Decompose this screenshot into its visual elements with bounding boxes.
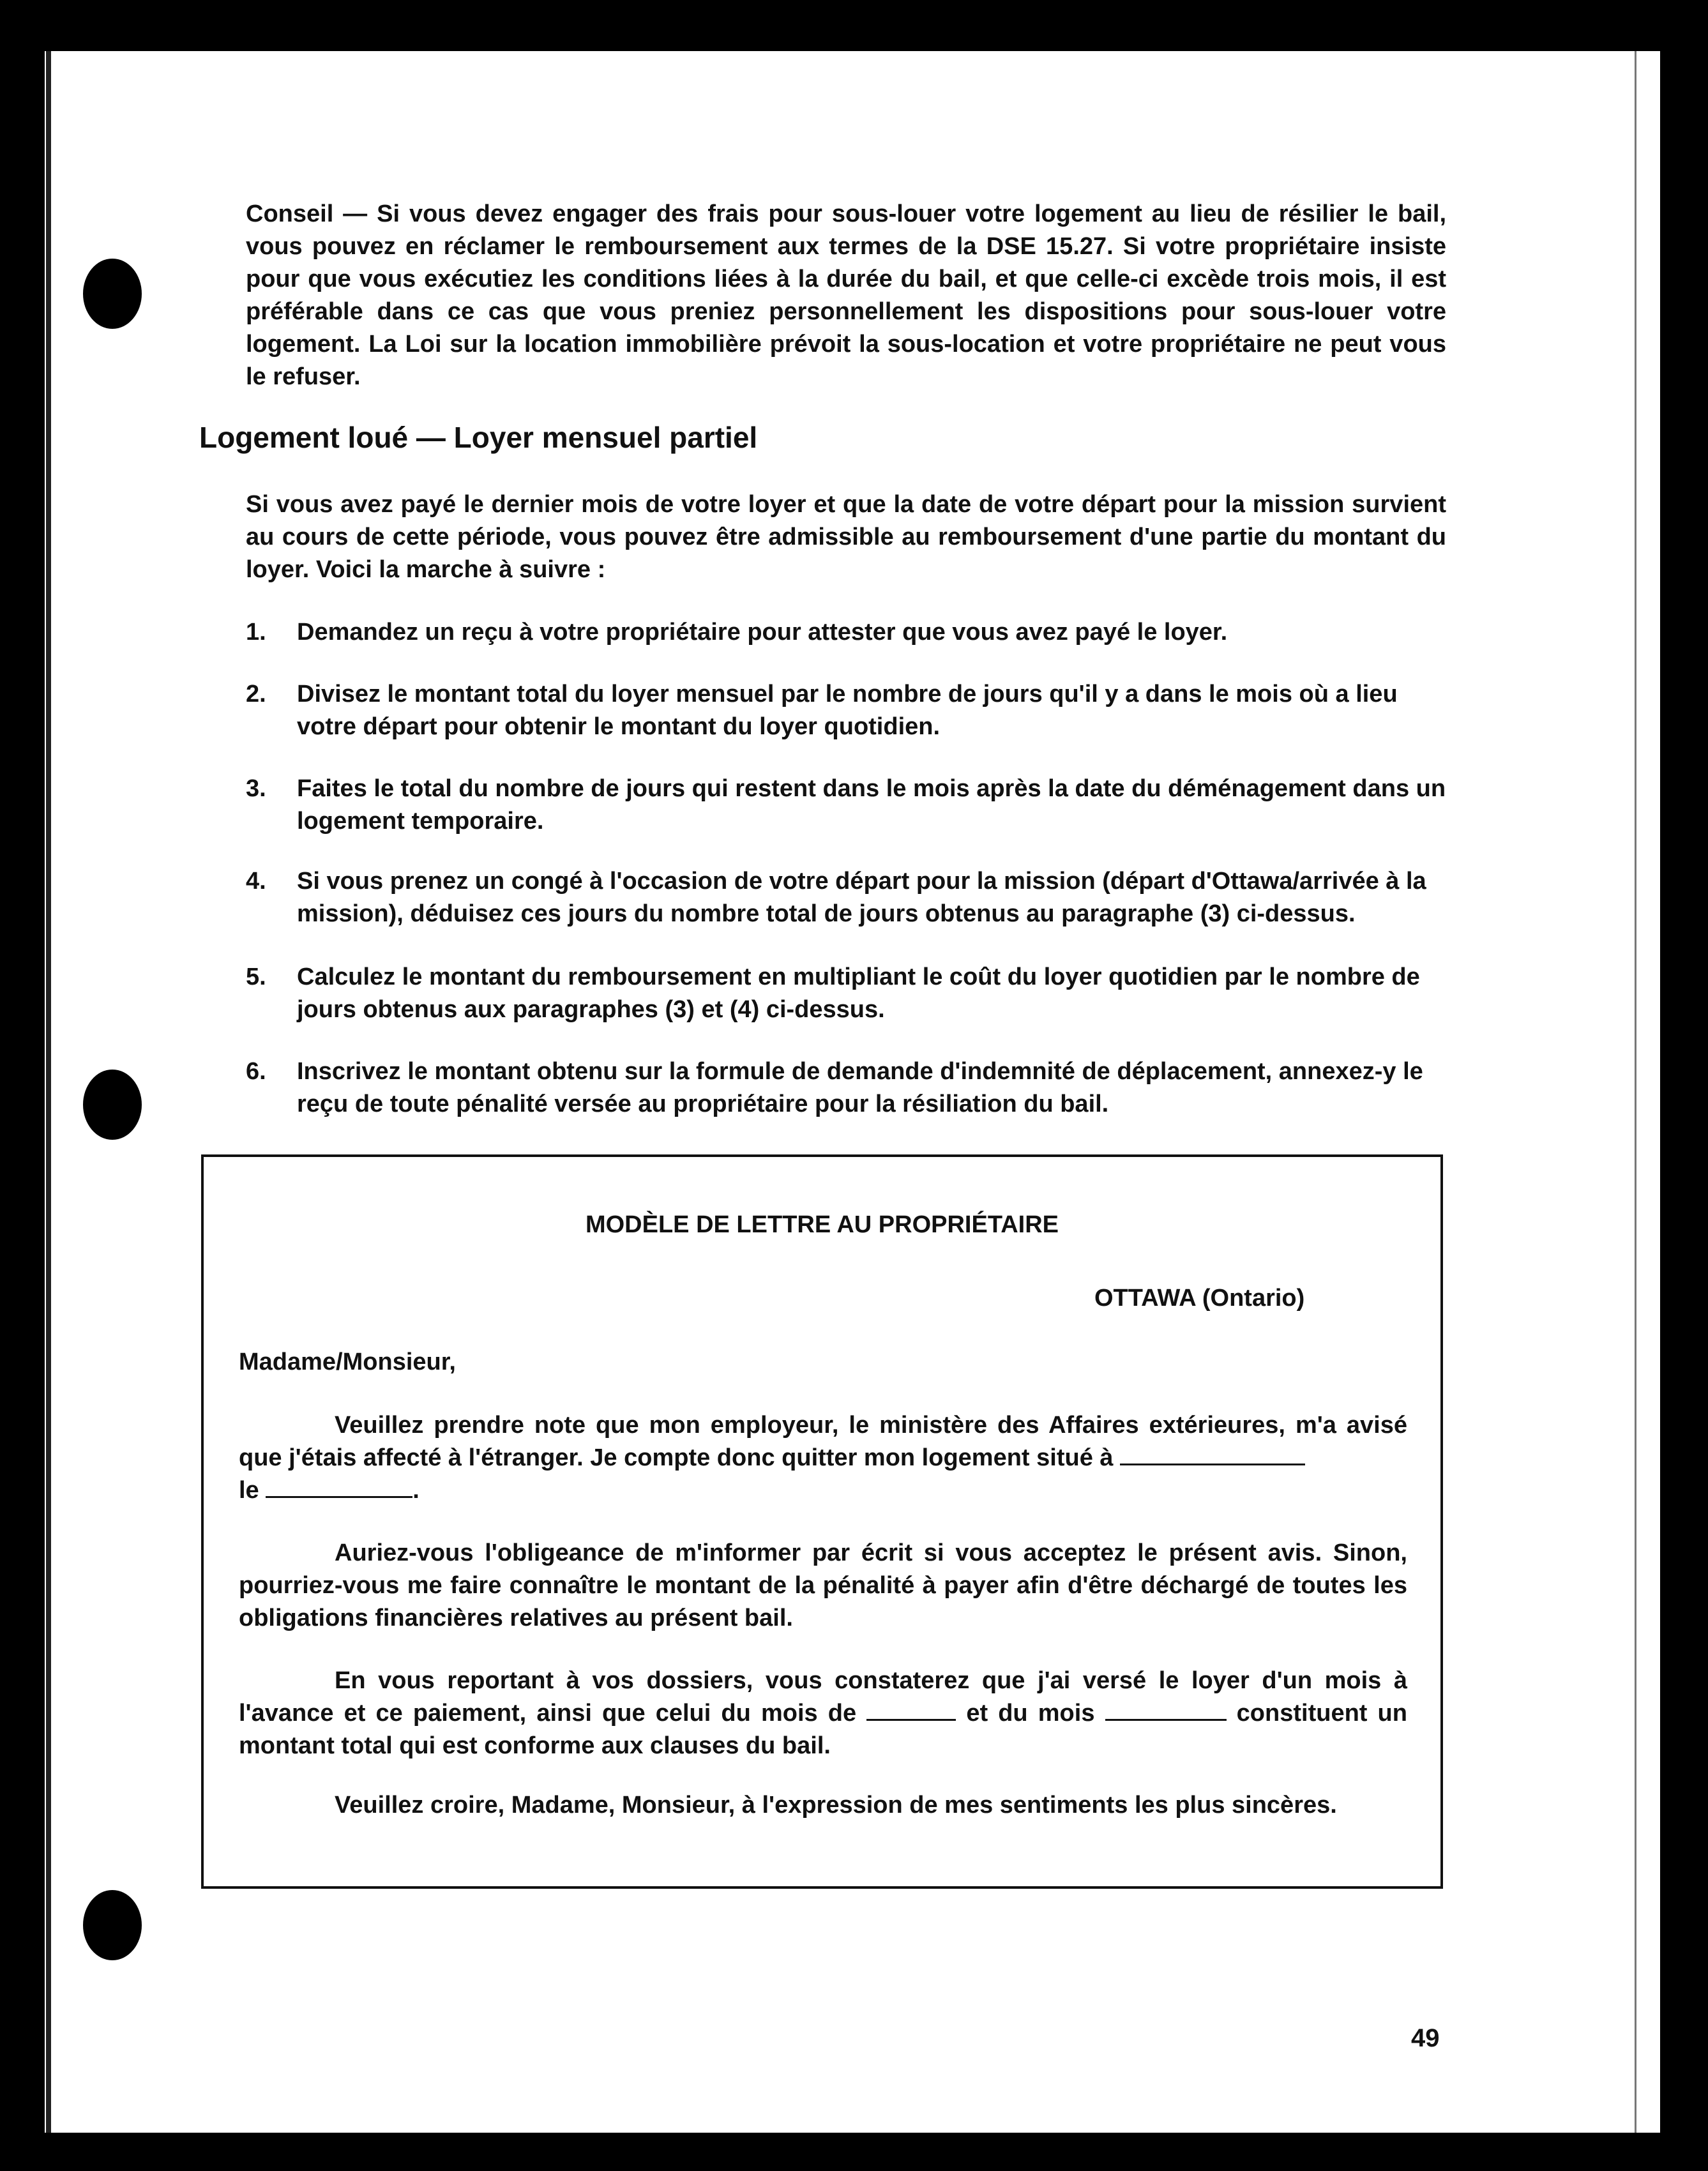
letter-title: MODÈLE DE LETTRE AU PROPRIÉTAIRE — [585, 1211, 1059, 1238]
advice-paragraph — [246, 198, 1446, 393]
letter-salutation: Madame/Monsieur, — [239, 1349, 456, 1375]
section-intro: Si vous avez payé le dernier mois de votre loyer et que la date de votre départ pour la mission survient au cours de cette période, vous pouvez être admissible au remboursement d'une partie du montant du loyer. Voici la marche à suivre : — [246, 491, 1446, 583]
letter-closing: Veuillez croire, Madame, Monsieur, à l'expression de mes sentiments les plus sincères. — [335, 1792, 1337, 1819]
blank-line — [266, 1474, 412, 1498]
list-item — [246, 678, 1446, 743]
letter-text: le — [239, 1477, 259, 1504]
sample-letter-box — [201, 1154, 1443, 1889]
step-text: Divisez le montant total du loyer mensuel par le nombre de jours qu'il y a dans le mois où a lieu votre départ pour obtenir le montant du loyer quotidien. — [297, 681, 1398, 740]
step-text: Calculez le montant du remboursement en multipliant le coût du loyer quotidien par le nombre de jours obtenus aux paragraphes (3) et (4) ci-dessus. — [297, 964, 1420, 1023]
step-number: 6. — [246, 1058, 266, 1085]
scan-border-right — [1660, 0, 1708, 2171]
step-number: 2. — [246, 681, 266, 707]
punch-hole-icon — [83, 1070, 142, 1140]
page-number: 49 — [1411, 2024, 1440, 2052]
blank-line — [866, 1697, 956, 1721]
step-number: 3. — [246, 775, 266, 802]
letter-text: En vous reportant à vos dossiers, vous constaterez que j'ai versé le loyer d'un mois à l'avance et ce paiement, ainsi que celui du mois de — [239, 1667, 1407, 1727]
step-text: Faites le total du nombre de jours qui restent dans le mois après la date du déménagement dans un logement temporaire. — [297, 775, 1446, 835]
list-item — [246, 616, 1446, 649]
letter-paragraph-2: Auriez-vous l'obligeance de m'informer par écrit si vous acceptez le présent avis. Sinon, pourriez-vous me faire connaître le montant de la pénalité à payer afin d'être déchargé de toutes les obligations financières relatives au présent bail. — [239, 1539, 1407, 1631]
list-item — [246, 1055, 1446, 1121]
blank-line — [1120, 1442, 1305, 1465]
list-item — [246, 865, 1446, 930]
scan-border-left — [0, 0, 45, 2171]
scan-border-right-inner — [1635, 51, 1636, 2133]
punch-hole-icon — [83, 259, 142, 329]
list-item — [246, 961, 1446, 1026]
step-text: Demandez un reçu à votre propriétaire pour attester que vous avez payé le loyer. — [297, 619, 1228, 646]
letter-paragraph-3 — [239, 1665, 1407, 1762]
step-number: 4. — [246, 868, 266, 895]
letter-text: Veuillez prendre note que mon employeur, le ministère des Affaires extérieures, m'a avisé que j'étais affecté à l'étranger. Je compte donc quitter mon logement situé à — [239, 1412, 1407, 1471]
step-number: 5. — [246, 964, 266, 990]
punch-hole-icon — [83, 1890, 142, 1960]
scan-border-bottom — [0, 2133, 1708, 2171]
advice-label: Conseil — — [246, 200, 368, 227]
step-number: 1. — [246, 619, 266, 646]
letter-paragraph-1 — [239, 1409, 1407, 1507]
blank-line — [1105, 1697, 1227, 1721]
advice-text: Si vous devez engager des frais pour sous-louer votre logement au lieu de résilier le bail, vous pouvez en réclamer le remboursement aux termes de la DSE 15.27. Si votre propriétaire insiste pour que vous exécutiez les conditions liées à la durée du bail, et que celle-ci excède trois mois, il est préférable dans ce cas que vous preniez personnellement les dispositions pour sous-louer votre logement. La Loi sur la location immobilière prévoit la sous-location et votre propriétaire ne peut vous le refuser. — [246, 200, 1447, 390]
letter-place: OTTAWA (Ontario) — [1094, 1285, 1305, 1312]
step-text: Si vous prenez un congé à l'occasion de votre départ pour la mission (départ d'Ottawa/arrivée à la mission), déduisez ces jours du nombre total de jours obtenus au paragraphe (3) ci-dessus. — [297, 868, 1426, 927]
step-text: Inscrivez le montant obtenu sur la formule de demande d'indemnité de déplacement, annexez-y le reçu de toute pénalité versée au propriétaire pour la résiliation du bail. — [297, 1058, 1423, 1117]
scan-border-left-inner — [46, 51, 51, 2133]
letter-text: constituent un montant total qui est conforme aux clauses du bail. — [239, 1700, 1407, 1759]
letter-text: . — [412, 1477, 419, 1504]
letter-text: et du mois — [966, 1700, 1095, 1727]
section-heading: Logement loué — Loyer mensuel partiel — [199, 421, 758, 454]
list-item — [246, 773, 1446, 838]
scan-border-top — [0, 0, 1708, 51]
